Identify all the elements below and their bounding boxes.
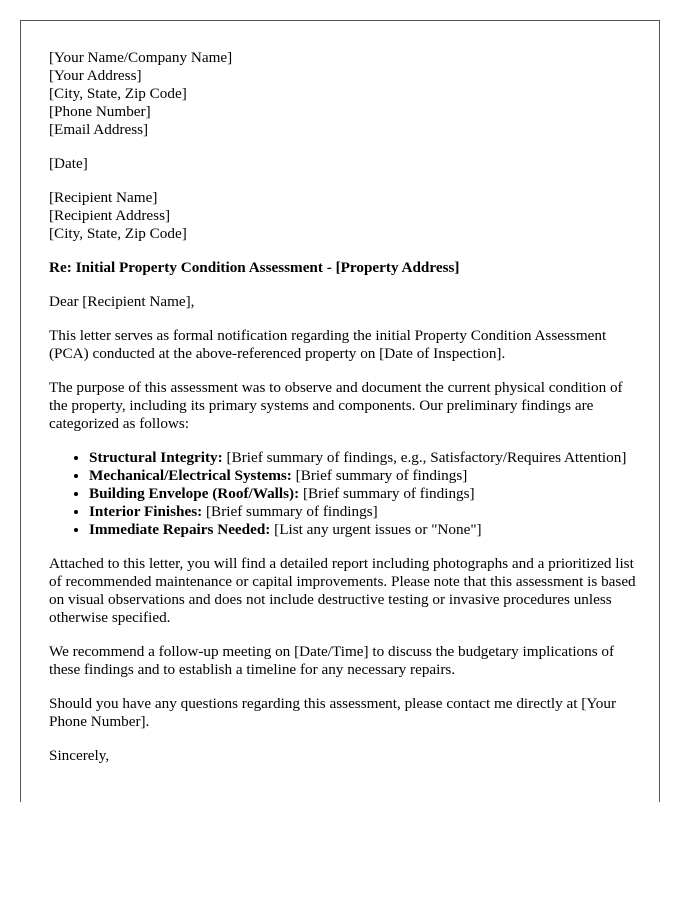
sender-name: [Your Name/Company Name]	[49, 49, 233, 66]
recipient-name: [Recipient Name]	[49, 189, 158, 206]
body-paragraph-5: Should you have any questions regarding this assessment, please contact me directly at [Your Phone Number].	[49, 695, 617, 730]
body-paragraph-1: This letter serves as formal notification regarding the initial Property Condition Assessment (PCA) conducted at the above-referenced property on [Date of Inspection].	[49, 327, 607, 362]
sender-address: [Your Address]	[49, 67, 142, 84]
finding-label: Mechanical/Electrical Systems:	[89, 467, 292, 484]
subject-line: Re: Initial Property Condition Assessment - [Property Address]	[49, 259, 460, 276]
list-item	[89, 485, 639, 503]
list-item	[89, 503, 639, 521]
closing: Sincerely,	[49, 747, 110, 764]
list-item	[89, 467, 639, 485]
sender-block	[49, 49, 639, 139]
body-paragraph-3: Attached to this letter, you will find a detailed report including photographs and a prioritized list of recommended maintenance or capital improvements. Please note that this assessment is based on visual observations and does not include destructive testing or invasive procedures unless otherwise specified.	[49, 555, 636, 626]
finding-label: Structural Integrity:	[89, 449, 223, 466]
sender-phone: [Phone Number]	[49, 103, 151, 120]
finding-label: Building Envelope (Roof/Walls):	[89, 485, 300, 502]
sender-email: [Email Address]	[49, 121, 149, 138]
finding-text: [Brief summary of findings]	[299, 485, 475, 502]
finding-text: [Brief summary of findings, e.g., Satisfactory/Requires Attention]	[222, 449, 627, 466]
sender-city: [City, State, Zip Code]	[49, 85, 187, 102]
recipient-address: [Recipient Address]	[49, 207, 171, 224]
body-paragraph-2: The purpose of this assessment was to observe and document the current physical condition of the property, including its primary systems and components. Our preliminary findings are categorized as follows:	[49, 379, 623, 432]
finding-label: Immediate Repairs Needed:	[89, 521, 271, 538]
finding-text: [Brief summary of findings]	[202, 503, 378, 520]
finding-label: Interior Finishes:	[89, 503, 203, 520]
recipient-city: [City, State, Zip Code]	[49, 225, 187, 242]
finding-text: [Brief summary of findings]	[291, 467, 468, 484]
recipient-block	[49, 189, 639, 243]
list-item	[89, 449, 639, 467]
letter-page	[20, 20, 660, 802]
salutation: Dear [Recipient Name],	[49, 293, 195, 310]
finding-text: [List any urgent issues or "None"]	[270, 521, 482, 538]
body-paragraph-4: We recommend a follow-up meeting on [Date/Time] to discuss the budgetary implications of these findings and to establish a timeline for any necessary repairs.	[49, 643, 615, 678]
list-item	[89, 521, 639, 539]
letter-content	[49, 49, 639, 781]
findings-list	[49, 449, 639, 539]
letter-date: [Date]	[49, 155, 88, 172]
